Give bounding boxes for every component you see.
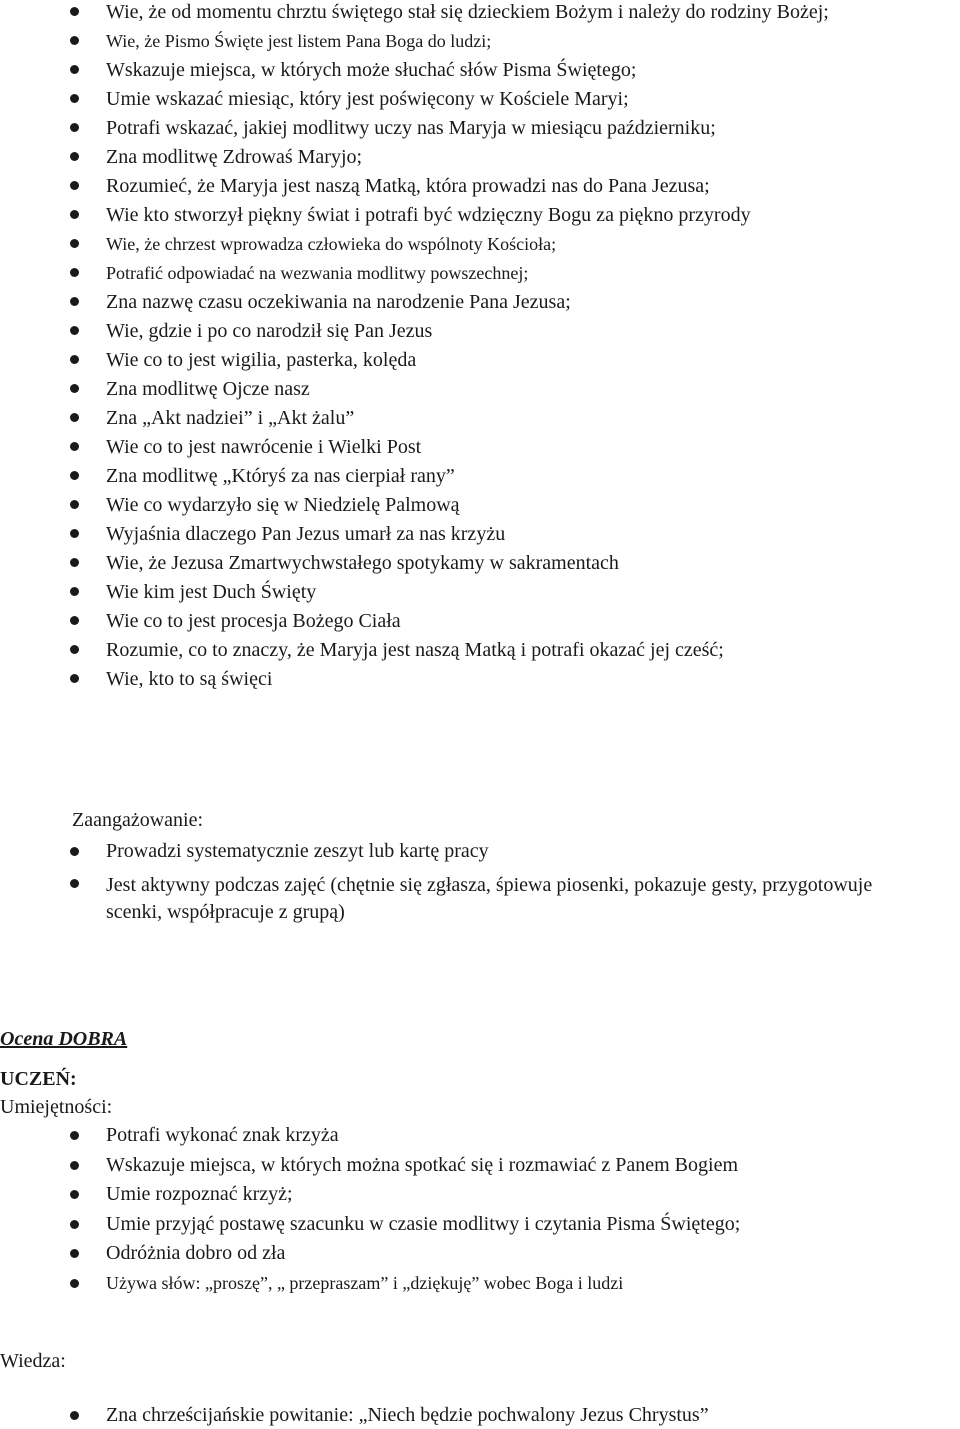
list-item: Wie, że Jezusa Zmartwychwstałego spotykamy w sakramentach [0, 551, 960, 580]
bullet-icon [70, 152, 79, 161]
bullet-icon [70, 847, 79, 856]
list-item: Zna nazwę czasu oczekiwania na narodzenie Pana Jezusa; [0, 290, 960, 319]
list-item: Wie, że od momentu chrztu świętego stał się dzieckiem Bożym i należy do rodziny Bożej; [0, 0, 960, 29]
bullet-icon [70, 239, 79, 248]
bullet-icon [70, 7, 79, 16]
bullet-icon [70, 674, 79, 683]
bullet-icon [70, 500, 79, 509]
bullet-icon [70, 94, 79, 103]
list-item: Wie co to jest nawrócenie i Wielki Post [0, 435, 960, 464]
bullet-icon [70, 384, 79, 393]
list-item: Wskazuje miejsca, w których można spotkać się i rozmawiać z Panem Bogiem [0, 1154, 960, 1184]
list-item: Umie rozpoznać krzyż; [0, 1183, 960, 1213]
list-item: Potrafi wskazać, jakiej modlitwy uczy nas Maryja w miesiącu październiku; [0, 116, 960, 145]
knowledge-heading: Wiedza: [0, 1350, 66, 1372]
list-item: Umie przyjąć postawę szacunku w czasie modlitwy i czytania Pisma Świętego; [0, 1213, 960, 1243]
list-item: Wie co wydarzyło się w Niedzielę Palmową [0, 493, 960, 522]
bullet-icon [70, 471, 79, 480]
list-item: Odróżnia dobro od zła [0, 1242, 960, 1272]
bullet-icon [70, 297, 79, 306]
bullet-icon [70, 268, 79, 277]
bullet-icon [70, 1249, 79, 1258]
grade-title: Ocena DOBRA [0, 1028, 128, 1050]
bullet-icon [70, 413, 79, 422]
skills-heading: Umiejętności: [0, 1096, 113, 1118]
bullet-icon [70, 616, 79, 625]
list-item: Wie, że chrzest wprowadza człowieka do wspólnoty Kościoła; [0, 232, 960, 261]
zaangazowanie-heading: Zaangażowanie: [72, 809, 204, 831]
bullet-icon [70, 1131, 79, 1140]
bullet-icon [70, 529, 79, 538]
bullet-icon [70, 36, 79, 45]
bullet-icon [70, 1161, 79, 1170]
bullet-icon [70, 1190, 79, 1199]
bullet-icon [70, 1220, 79, 1229]
list-item: Zna chrześcijańskie powitanie: „Niech będzie pochwalony Jezus Chrystus” [0, 1404, 960, 1427]
student-label: UCZEŃ: [0, 1068, 77, 1090]
bullet-icon [70, 879, 79, 888]
list-item: Wie kto stworzył piękny świat i potrafi być wdzięczny Bogu za piękno przyrody [0, 203, 960, 232]
engagement-list [0, 840, 960, 926]
list-item: Zna „Akt nadziei” i „Akt żalu” [0, 406, 960, 435]
list-item: Wie, kto to są święci [0, 667, 960, 696]
list-item: Wie co to jest procesja Bożego Ciała [0, 609, 960, 638]
knowledge-list [0, 0, 960, 696]
list-item: Wie, gdzie i po co narodził się Pan Jezus [0, 319, 960, 348]
list-item: Umie wskazać miesiąc, który jest poświęcony w Kościele Maryi; [0, 87, 960, 116]
bullet-icon [70, 1411, 79, 1420]
list-item: Zna modlitwę „Któryś za nas cierpiał rany” [0, 464, 960, 493]
list-item: Wyjaśnia dlaczego Pan Jezus umarł za nas krzyżu [0, 522, 960, 551]
bullet-icon [70, 123, 79, 132]
bullet-icon [70, 1279, 79, 1288]
bullet-icon [70, 442, 79, 451]
list-item: Potrafi wykonać znak krzyża [0, 1124, 960, 1154]
bullet-icon [70, 326, 79, 335]
list-item: Wskazuje miejsca, w których może słuchać słów Pisma Świętego; [0, 58, 960, 87]
bullet-icon [70, 65, 79, 74]
list-item: Wie kim jest Duch Święty [0, 580, 960, 609]
bullet-icon [70, 210, 79, 219]
list-item: Potrafić odpowiadać na wezwania modlitwy powszechnej; [0, 261, 960, 290]
skills-list [0, 1124, 960, 1301]
list-item: Jest aktywny podczas zajęć (chętnie się zgłasza, śpiewa piosenki, pokazuje gesty, przygotowuje scenki, współpracuje z grupą) [0, 872, 960, 926]
bullet-icon [70, 181, 79, 190]
bullet-icon [70, 645, 79, 654]
list-item: Rozumie, co to znaczy, że Maryja jest naszą Matką i potrafi okazać jej cześć; [0, 638, 960, 667]
list-item: Wie co to jest wigilia, pasterka, kolęda [0, 348, 960, 377]
list-item: Zna modlitwę Ojcze nasz [0, 377, 960, 406]
bullet-icon [70, 587, 79, 596]
bullet-icon [70, 558, 79, 567]
list-item: Zna modlitwę Zdrowaś Maryjo; [0, 145, 960, 174]
list-item: Rozumieć, że Maryja jest naszą Matką, która prowadzi nas do Pana Jezusa; [0, 174, 960, 203]
greeting-list [0, 1404, 960, 1427]
list-item: Używa słów: „proszę”, „ przepraszam” i „dziękuję” wobec Boga i ludzi [0, 1272, 960, 1302]
bullet-icon [70, 355, 79, 364]
list-item: Wie, że Pismo Święte jest listem Pana Boga do ludzi; [0, 29, 960, 58]
list-item: Prowadzi systematycznie zeszyt lub kartę pracy [0, 840, 960, 872]
